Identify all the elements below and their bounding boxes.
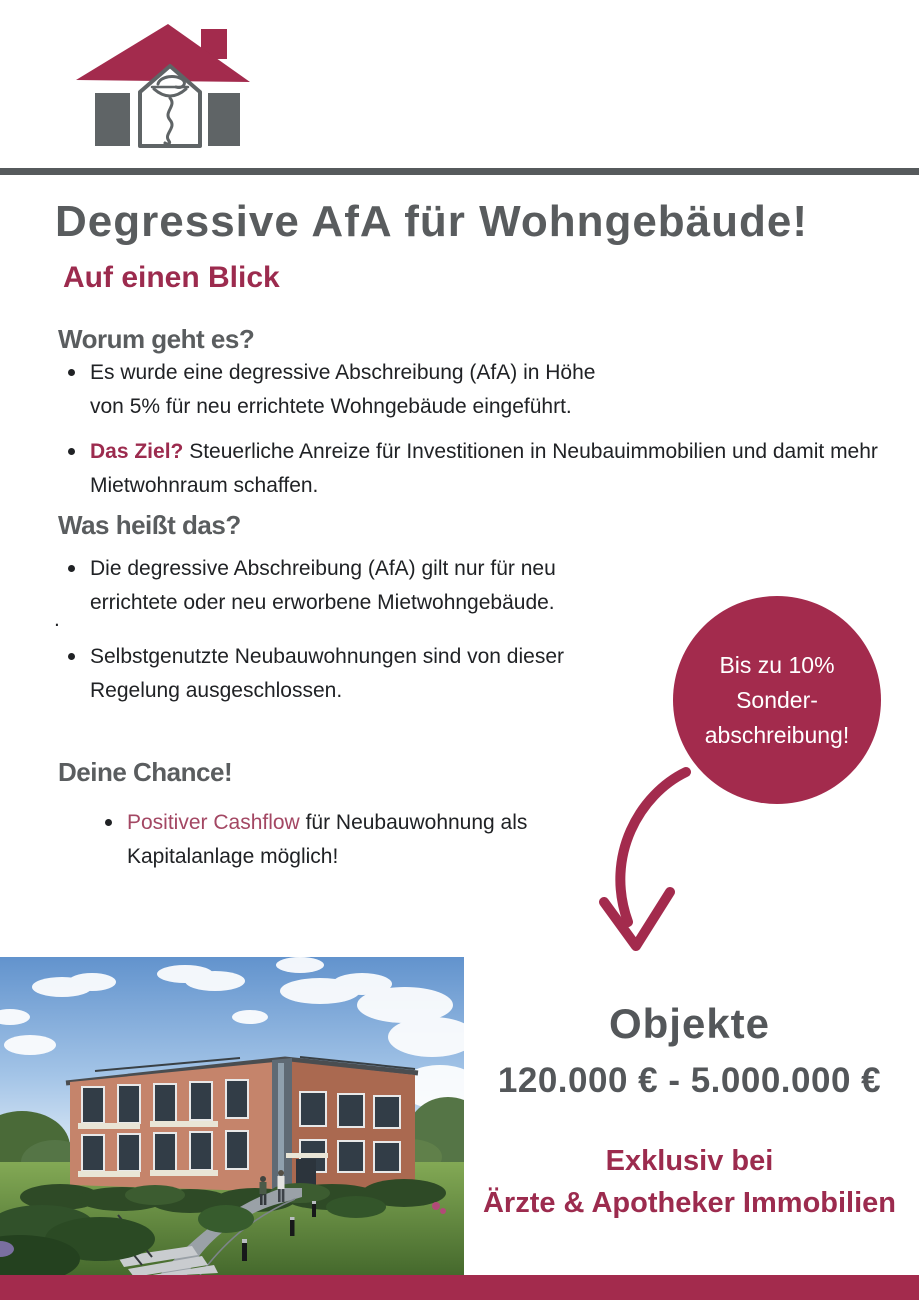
- stray-period: .: [54, 608, 60, 631]
- header-divider-bar: [0, 168, 919, 175]
- list-item: [66, 640, 706, 708]
- offer-heading: Objekte: [608, 1000, 771, 1047]
- bullet-line: Steuerliche Anreize für Investitionen in Neubauimmobilien und damit mehr: [183, 440, 878, 463]
- list-item: [66, 356, 916, 424]
- bullet-dot-icon: [103, 806, 127, 874]
- badge-text: [705, 648, 850, 753]
- bullet-lead-highlight: Positiver Cashflow: [127, 811, 300, 834]
- bullet-line: Die degressive Abschreibung (AfA) gilt nur für neu: [90, 557, 556, 580]
- exclusive-line1: Exklusiv bei: [605, 1145, 774, 1177]
- section-heading-was: Was heißt das?: [58, 510, 241, 540]
- bullet-text: [90, 356, 595, 424]
- bullet-dot-icon: [66, 552, 90, 620]
- exclusive-line2: Ärzte & Apotheker Immobilien: [482, 1187, 897, 1219]
- badge-line: Bis zu 10%: [719, 651, 835, 678]
- page-subtitle: Auf einen Blick: [63, 261, 280, 294]
- bullet-text: [90, 640, 564, 708]
- footer-brand-bar: [0, 1275, 919, 1300]
- bullet-dot-icon: [66, 435, 90, 503]
- bullet-text: [90, 435, 878, 503]
- curved-arrow-down-icon: [588, 764, 698, 959]
- bullet-line: Regelung ausgeschlossen.: [90, 679, 343, 702]
- was-bullet-1: [66, 552, 706, 620]
- apartment-building-rendering: [0, 957, 464, 1277]
- offer-price-range: 120.000 € - 5.000.000 €: [497, 1061, 882, 1100]
- bullet-lead-highlight: Das Ziel?: [90, 440, 184, 463]
- badge-line: abschreibung!: [704, 721, 850, 748]
- exclusive-block: [460, 1140, 919, 1224]
- logo-right-wall: [208, 93, 240, 146]
- logo-left-wall: [95, 93, 130, 146]
- bullet-text: [127, 806, 527, 874]
- offer-block: [460, 1000, 919, 1101]
- list-item: [66, 552, 706, 620]
- list-item: [66, 435, 916, 503]
- bullet-line: Es wurde eine degressive Abschreibung (AfA) in Höhe: [90, 361, 596, 384]
- bullet-line: Selbstgenutzte Neubauwohnungen sind von dieser: [90, 645, 565, 668]
- bullet-line: Mietwohnraum schaffen.: [90, 474, 319, 497]
- page-title: Degressive AfA für Wohngebäude!: [55, 197, 809, 246]
- bullet-dot-icon: [66, 640, 90, 708]
- bullet-line: Kapitalanlage möglich!: [127, 845, 339, 868]
- building: [66, 1057, 418, 1192]
- special-depreciation-badge: [673, 596, 881, 804]
- house-with-bowl-of-hygieia-icon: [58, 8, 258, 153]
- bullet-line: errichtete oder neu erworbene Mietwohngebäude.: [90, 591, 555, 614]
- worum-bullet-list: [66, 356, 916, 503]
- section-heading-worum: Worum geht es?: [58, 324, 255, 354]
- badge-line: Sonder-: [736, 686, 818, 713]
- section-heading-chance: Deine Chance!: [58, 757, 233, 787]
- bullet-text: [90, 552, 556, 620]
- bullet-line: für Neubauwohnung als: [299, 811, 528, 834]
- was-bullet-2: [66, 640, 706, 708]
- bullet-dot-icon: [66, 356, 90, 424]
- bullet-line: von 5% für neu errichtete Wohngebäude eingeführt.: [90, 395, 572, 418]
